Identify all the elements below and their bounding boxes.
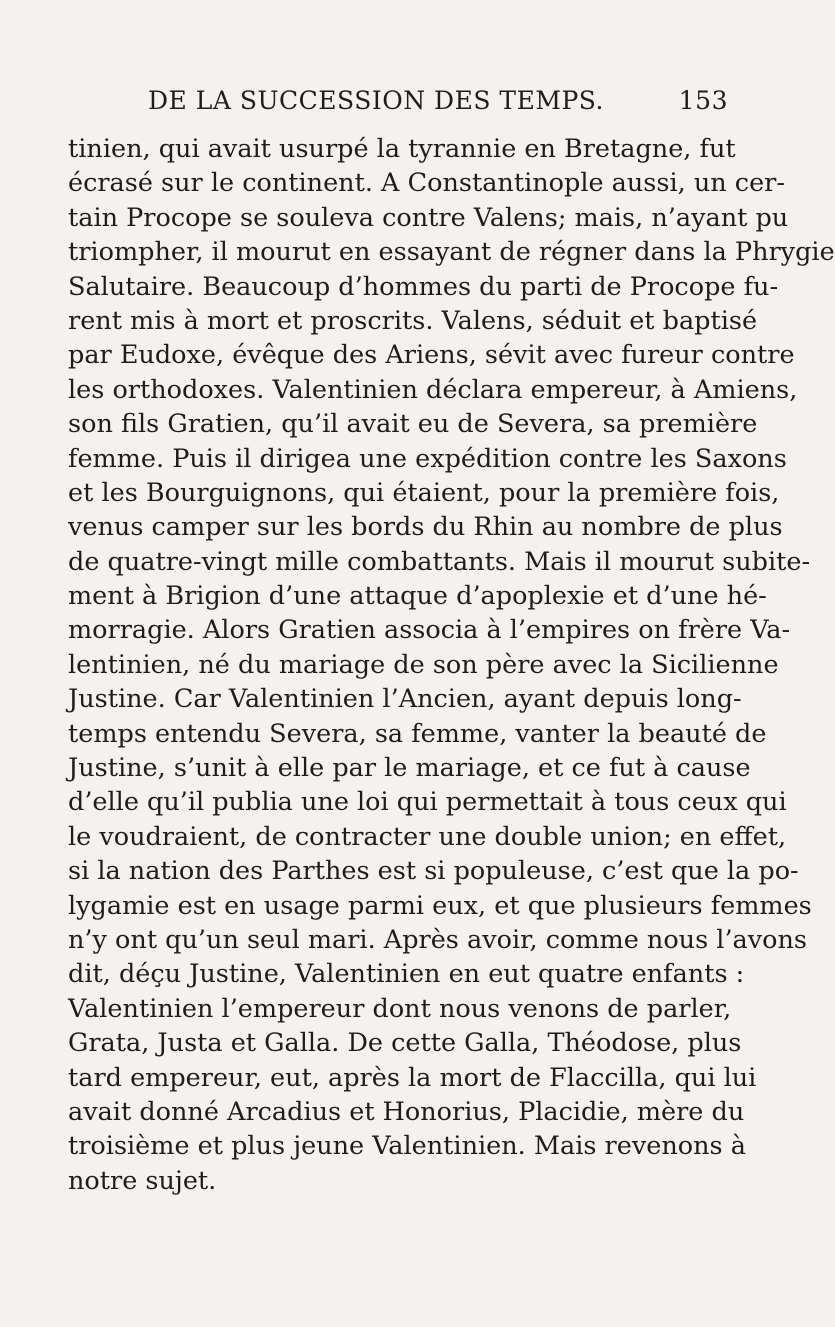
text-line: et les Bourguignons, qui étaient, pour la première fois,	[68, 477, 780, 508]
text-line: Valentinien l’empereur dont nous venons de parler,	[68, 993, 732, 1024]
text-line: morragie. Alors Gratien associa à l’empires on frère Va-	[68, 615, 791, 646]
text-line: Salutaire. Beaucoup d’hommes du parti de Procope fu-	[68, 271, 779, 302]
text-line: temps entendu Severa, sa femme, vanter la beauté de	[68, 718, 767, 749]
text-line: lentinien, né du mariage de son père avec la Sicilienne	[68, 649, 779, 680]
page-number: 153	[678, 86, 728, 115]
text-line: si la nation des Parthes est si populeuse, c’est que la po-	[68, 856, 799, 887]
text-line: femme. Puis il dirigea une expédition contre les Saxons	[68, 443, 787, 474]
text-line: tinien, qui avait usurpé la tyrannie en Bretagne, fut	[68, 134, 736, 164]
body-text	[68, 132, 835, 1198]
text-line: tain Procope se souleva contre Valens; mais, n’ayant pu	[68, 202, 789, 233]
running-title: DE LA SUCCESSION DES TEMPS.	[148, 86, 604, 115]
text-line: écrasé sur le continent. A Constantinople aussi, un cer-	[68, 168, 785, 199]
text-line: triompher, il mourut en essayant de régner dans la Phrygie	[68, 237, 835, 268]
text-line: Grata, Justa et Galla. De cette Galla, Théodose, plus	[68, 1028, 742, 1059]
text-line: ment à Brigion d’une attaque d’apoplexie et d’une hé-	[68, 581, 767, 612]
text-line: Justine, s’unit à elle par le mariage, et ce fut à cause	[68, 753, 751, 784]
text-line: d’elle qu’il publia une loi qui permettait à tous ceux qui	[68, 787, 787, 818]
text-line: dit, déçu Justine, Valentinien en eut quatre enfants :	[68, 959, 745, 990]
text-line: les orthodoxes. Valentinien déclara empereur, à Amiens,	[68, 374, 798, 405]
text-line: le voudraient, de contracter une double union; en effet,	[68, 821, 787, 852]
text-line: tard empereur, eut, après la mort de Flaccilla, qui lui	[68, 1062, 757, 1093]
text-line: avait donné Arcadius et Honorius, Placidie, mère du	[68, 1096, 745, 1127]
text-line: rent mis à mort et proscrits. Valens, séduit et baptisé	[68, 305, 758, 336]
text-line: son fils Gratien, qu’il avait eu de Severa, sa première	[68, 409, 758, 440]
text-line: n’y ont qu’un seul mari. Après avoir, comme nous l’avons	[68, 924, 808, 955]
text-line: troisième et plus jeune Valentinien. Mais revenons à	[68, 1131, 746, 1162]
text-line: venus camper sur les bords du Rhin au nombre de plus	[68, 512, 783, 543]
text-line: de quatre-vingt mille combattants. Mais il mourut subite-	[68, 546, 811, 577]
text-line: lygamie est en usage parmi eux, et que plusieurs femmes	[68, 890, 812, 921]
text-line: par Eudoxe, évêque des Ariens, sévit avec fureur contre	[68, 340, 795, 371]
text-line: notre sujet.	[68, 1165, 217, 1196]
text-line: Justine. Car Valentinien l’Ancien, ayant depuis long-	[68, 684, 742, 715]
running-head	[148, 86, 728, 118]
